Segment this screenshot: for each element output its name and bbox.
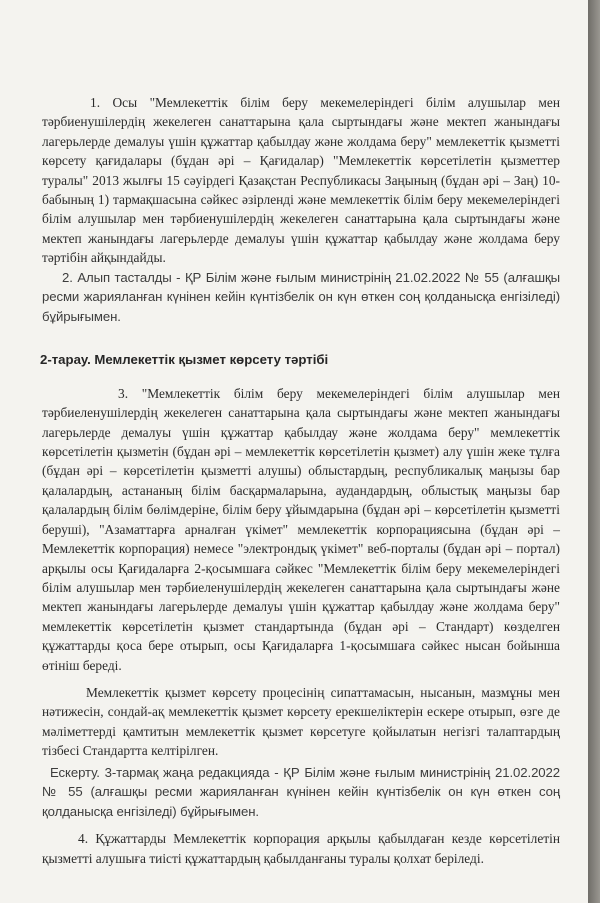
document-body xyxy=(42,93,560,868)
page-edge xyxy=(588,0,600,903)
paragraph-3-continued: Мемлекеттік қызмет көрсету процесінің сипаттамасын, нысанын, мазмұны мен нәтижесін, сондай-ақ мемлекеттік қызмет көрсету ерекшеліктерін ескере отырып, өзге де мәліметтерді қамтитын мемлекеттік қызмет көрсетуге қойылатын негізгі талаптардың тізбесі Стандартта келтірілген. xyxy=(42,684,560,759)
paragraph-4: 4. Құжаттарды Мемлекеттік корпорация арқылы қабылдаған кезде көрсетілетін қызметті алушыға тиісті құжаттардың қабылданғаны туралы қолхат беріледі. xyxy=(42,831,560,866)
paragraph-3-note: Ескерту. 3-тармақ жаңа редакцияда - ҚР Білім және ғылым министрінің 21.02.2022 № 55 (алғашқы ресми жарияланған күнінен кейін күнтізбелік он күн өткен соң қолданысқа енгізіледі) бұйрығымен. xyxy=(42,764,560,819)
paragraph-1: 1. Осы "Мемлекеттік білім беру мекемелеріндегі білім алушылар мен тәрбиенушілердің жекелеген санаттарына қала сыртындағы және мектеп жанындағы лагерьлерде демалуы үшін құжаттар қабылдау және жолдама беру" мемлекеттік қызметті көрсету қағидалары (бұдан әрі – Қағидалар) "Мемлекеттік көрсетілетін қызметтер туралы" 2013 жылғы 15 сәуірдегі Қазақстан Республикасы Заңының (бұдан әрі – Заң) 10-бабының 1) тармақшасына сәйкес әзірленді және мемлекеттік білім беру мекемелеріндегі білім алушылар мен тәрбиенушілердің жекелеген санаттарына қала сыртындағы және мектеп жанындағы лагерьлерде демалуы үшін құжаттар қабылдау және жолдама беру тәртібін айқындайды. xyxy=(42,95,560,266)
paragraph-3: 3. "Мемлекеттік білім беру мекемелеріндегі білім алушылар мен тәрбиеленушілердің жекелеген санаттарына қала сыртындағы және мектеп жанындағы лагерьлерде демалуы үшін құжаттар қабылдау және жолдама беру" мемлекеттік көрсетілетін қызметін (бұдан әрі – мемлекеттік көрсетілетін қызмет) алу үшін жеке тұлға (бұдан әрі – көрсетілетін қызметті алушы) облыстардың, республикалық маңызы бар қалалардың, астананың білім басқармаларына, аудандардың, облыстық маңызы бар қалалардың білім бөлімдеріне, білім беру ұйымдарына (бұдан әрі – көрсетілетін қызметті беруші), "Азаматтарға арналған үкімет" мемлекеттік корпорациясына (бұдан әрі – Мемлекеттік корпорация) немесе "электрондық үкімет" веб-порталы (бұдан әрі – портал) арқылы осы Қағидаларға 2-қосымшаға сәйкес "Мемлекеттік білім беру мекемелеріндегі білім алушылар мен тәрбиеленушілердің жекелеген санаттарына қала сыртындағы және мектеп жанындағы лагерьлерде демалуы үшін құжаттар қабылдау және жолдама беру" мемлекеттік көрсетілетін қызмет стандартында (бұдан әрі – Стандарт) көзделген құжаттарды қоса бере отырып, осы Қағидаларға 1-қосымшаға сәйкес нысан бойынша өтініш береді. xyxy=(42,385,560,673)
chapter-heading: 2-тарау. Мемлекеттік қызмет көрсету тәртібі xyxy=(40,352,329,368)
paragraph-2-note: 2. Алып тасталды - ҚР Білім және ғылым министрінің 21.02.2022 № 55 (алғашқы ресми жарияланған күнінен кейін күнтізбелік он күн өткен соң қолданысқа енгізіледі) бұйрығымен. xyxy=(42,269,560,324)
